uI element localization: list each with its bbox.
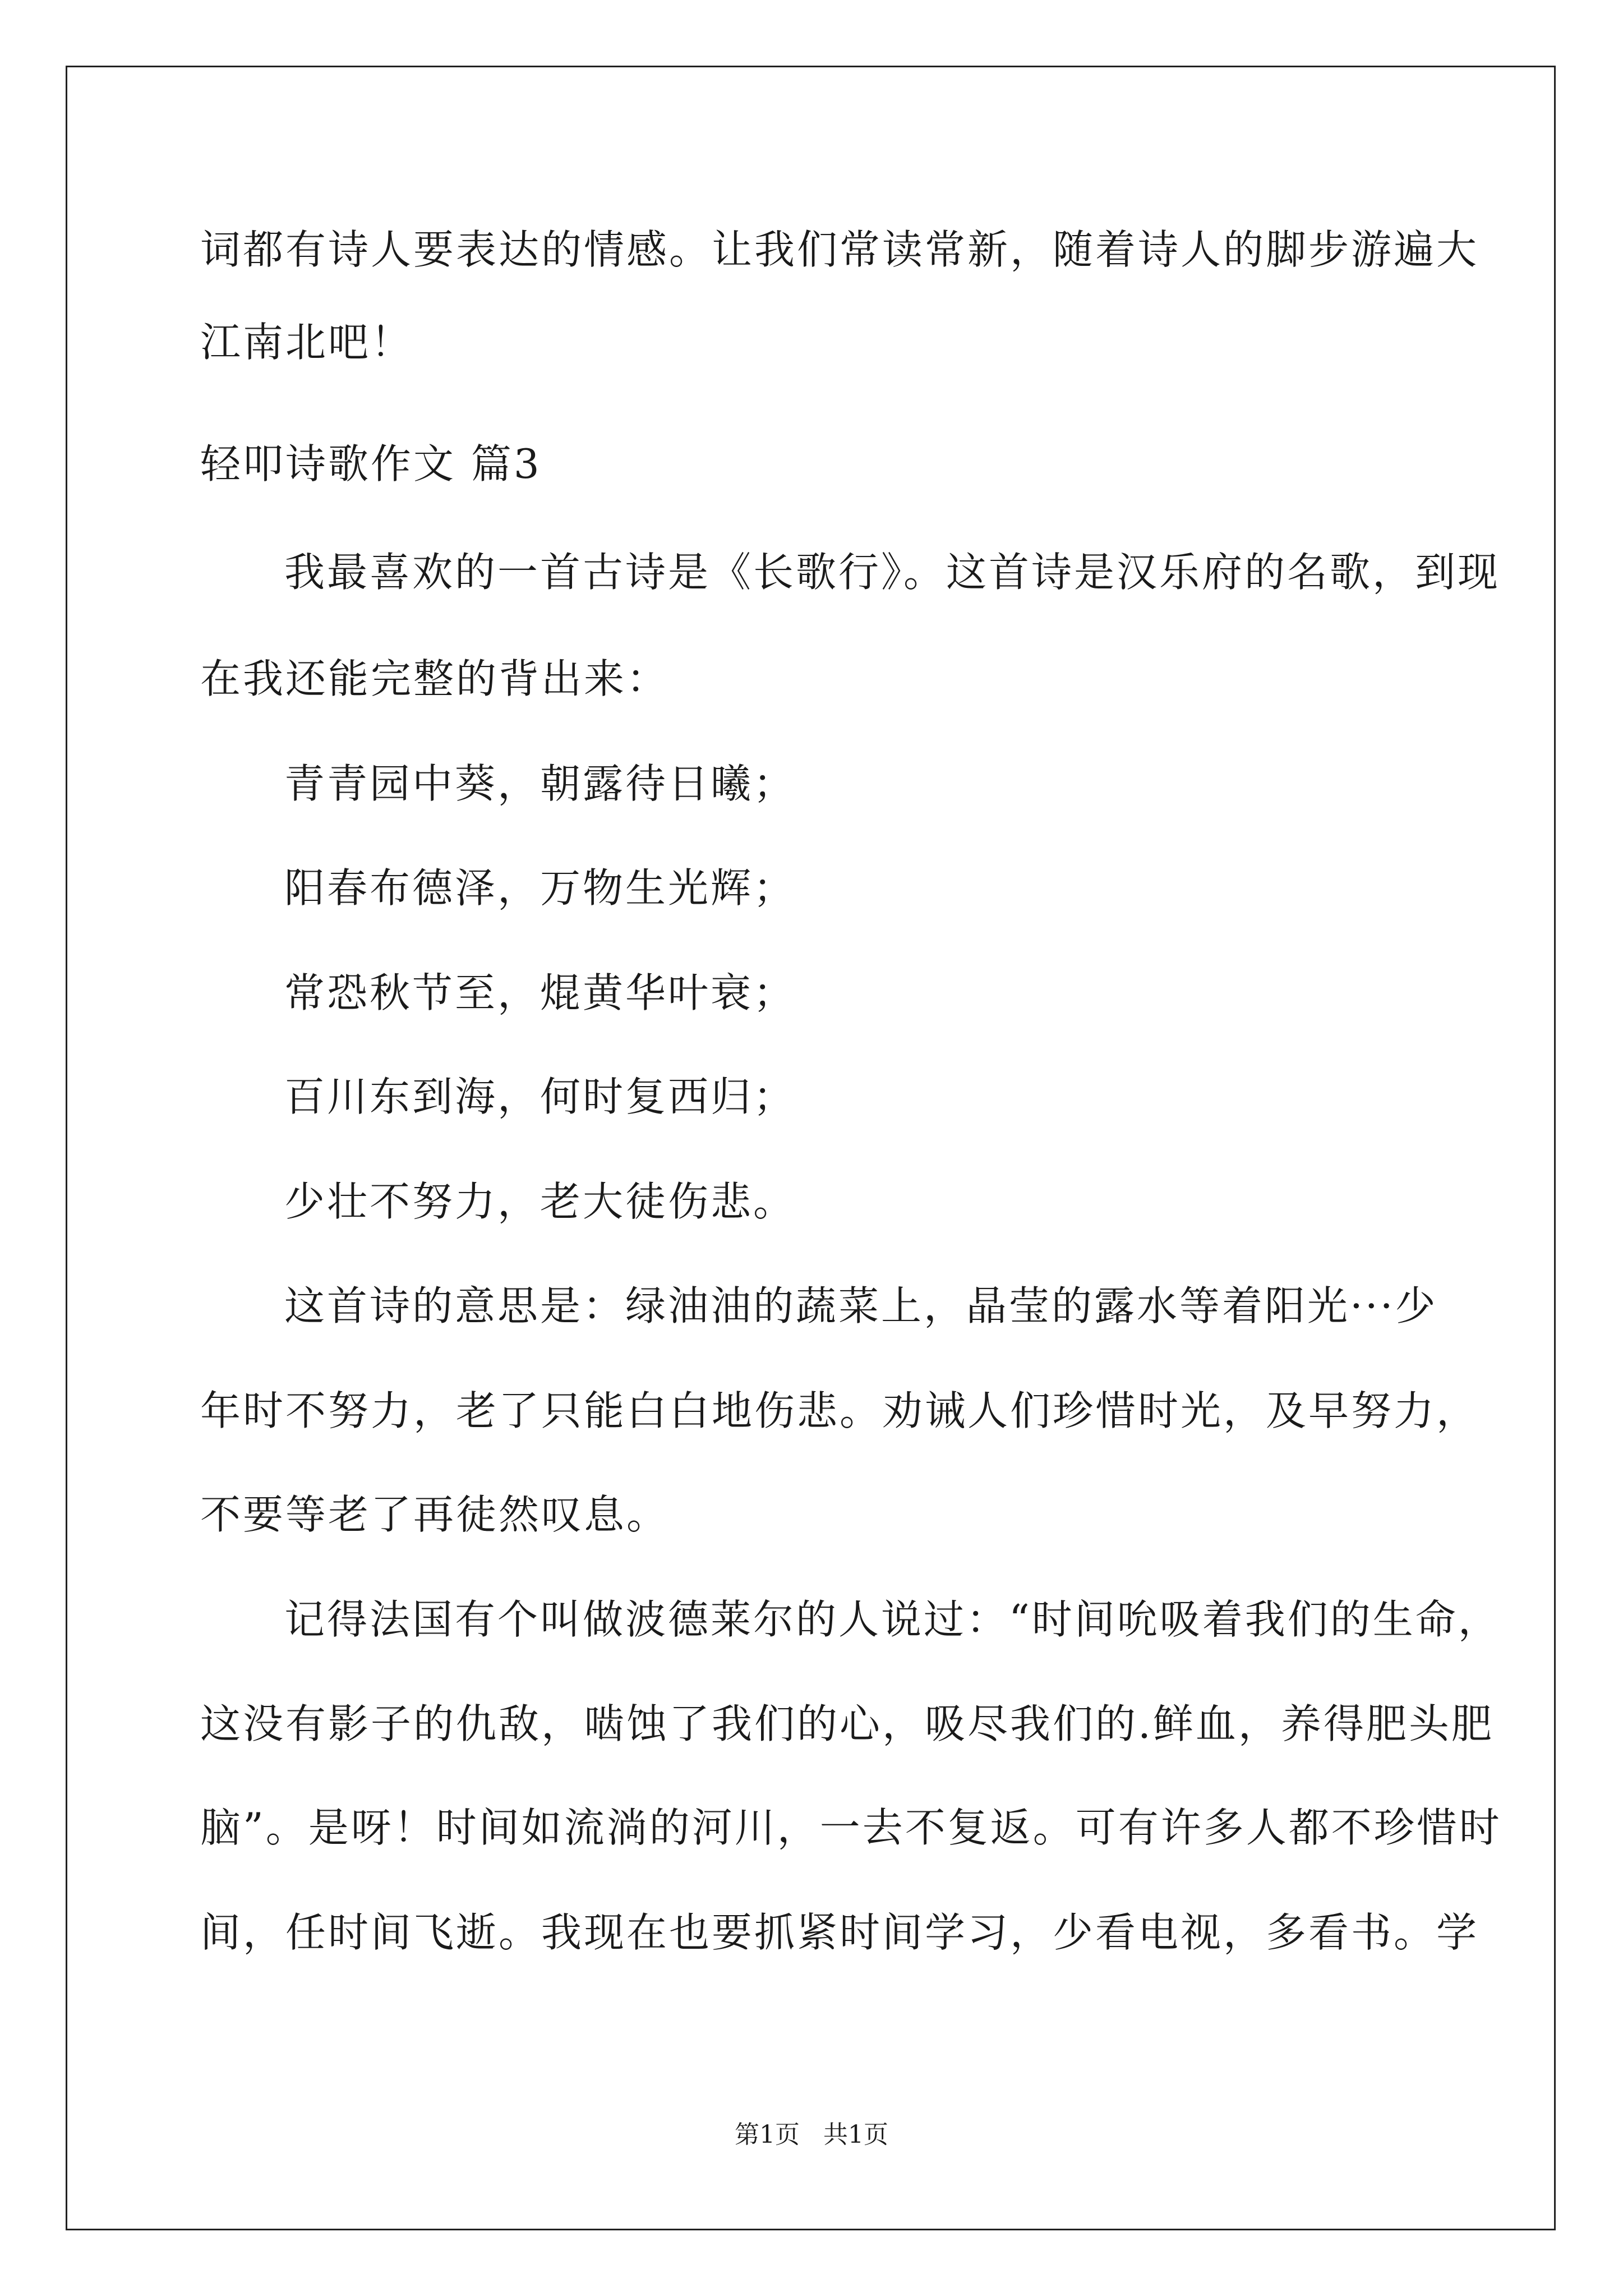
poem-line: 阳春布德泽，万物生光辉； <box>284 864 796 912</box>
text-line: 记得法国有个叫做波德莱尔的人说过：“时间吮吸着我们的生命， <box>284 1596 1501 1643</box>
poem-line: 少壮不努力，老大徒伤悲。 <box>284 1178 796 1225</box>
page-footer <box>0 2118 1623 2152</box>
section-heading: 轻叩诗歌作文 篇3 <box>200 440 542 487</box>
poem-line: 青青园中葵，朝露待日曦； <box>284 760 796 807</box>
text-line: 这首诗的意思是：绿油油的蔬菜上，晶莹的露水等着阳光···少 <box>284 1282 1438 1329</box>
text-line: 年时不努力，老了只能白白地伤悲。劝诫人们珍惜时光，及早努力， <box>200 1387 1479 1434</box>
text-line: 脑”。是呀！时间如流淌的河川，一去不复返。可有许多人都不珍惜时 <box>200 1804 1502 1851</box>
page-number: 第1页 <box>735 2120 800 2149</box>
poem-line: 常恐秋节至，焜黄华叶衰； <box>284 969 796 1016</box>
text-line: 间，任时间飞逝。我现在也要抓紧时间学习，少看电视，多看书。学 <box>200 1909 1479 1956</box>
text-line: 这没有影子的仇敌，啮蚀了我们的心，吸尽我们的.鲜血，养得肥头肥 <box>200 1700 1494 1747</box>
poem-line: 百川东到海，何时复西归； <box>284 1073 796 1120</box>
page-total: 共1页 <box>823 2120 888 2149</box>
text-line: 在我还能完整的背出来： <box>200 655 670 702</box>
text-line: 我最喜欢的一首古诗是《长歌行》。这首诗是汉乐府的名歌，到现 <box>284 549 1501 596</box>
text-line: 不要等老了再徒然叹息。 <box>200 1491 670 1538</box>
page-border <box>66 66 1556 2230</box>
text-line: 词都有诗人要表达的情感。让我们常读常新，随着诗人的脚步游遍大 <box>200 226 1479 273</box>
text-line: 江南北吧！ <box>200 319 414 366</box>
